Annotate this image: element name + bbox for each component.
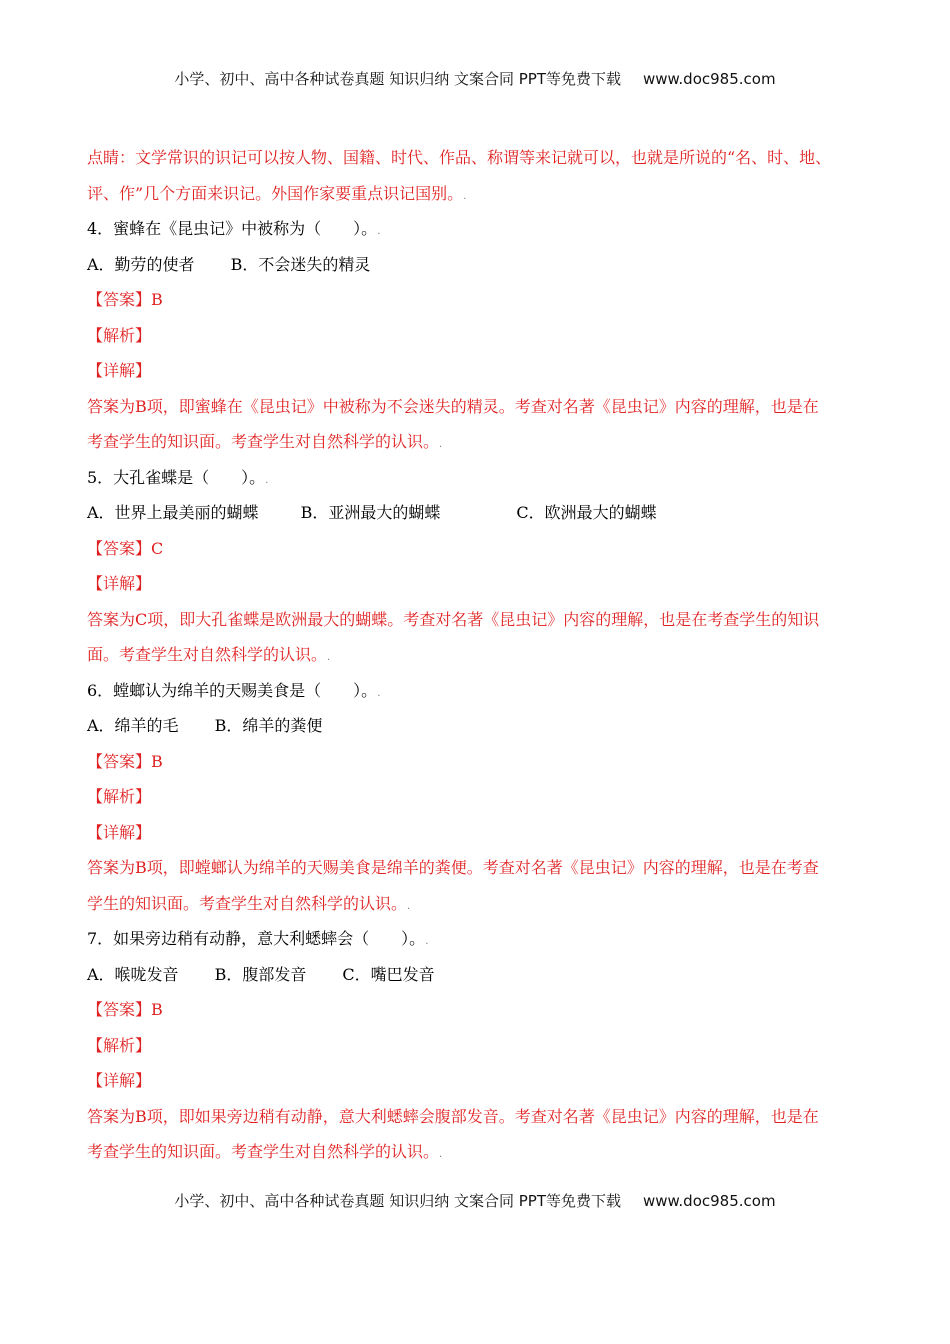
question-7-detail: 【详解】: [87, 1071, 152, 1090]
question-4-stem: 4．蜜蜂在《昆虫记》中被称为（ ）。.: [87, 219, 381, 238]
question-4-options: [87, 247, 877, 283]
option-a: A．绵羊的毛: [87, 716, 179, 735]
option-a: A．喉咙发音: [87, 964, 179, 984]
question-6-analysis: 【解析】: [87, 787, 152, 806]
question-6-options: [87, 708, 877, 744]
document-body: [87, 140, 877, 1170]
question-7-options: [87, 957, 877, 993]
option-b: B．亚洲最大的蝴蝶: [300, 503, 441, 522]
question-7-answer: 【答案】B: [87, 1000, 163, 1019]
question-7-explain-1: 答案为B项，即如果旁边稍有动静，意大利蟋蟀会腹部发音。考查对名著《昆虫记》内容的理解，也是在: [87, 1106, 819, 1126]
question-7-analysis: 【解析】: [87, 1035, 152, 1055]
option-b: B．不会迷失的精灵: [230, 254, 371, 274]
page-header: [0, 68, 950, 89]
option-c: C．欧洲最大的蝴蝶: [516, 503, 657, 522]
question-5-explain-2: 面。考查学生对自然科学的认识。.: [87, 645, 331, 664]
option-b: B．绵羊的粪便: [214, 716, 323, 735]
question-5-answer: 【答案】C: [87, 538, 164, 558]
option-c: C．嘴巴发音: [342, 964, 435, 984]
option-a: A．勤劳的使者: [87, 254, 195, 274]
question-6-stem: 6．螳螂认为绵羊的天赐美食是（ ）。.: [87, 680, 381, 700]
question-6-detail: 【详解】: [87, 822, 152, 842]
question-5-stem: 5．大孔雀蝶是（ ）。.: [87, 467, 269, 487]
tip-line-2: 评、作”几个方面来识记。外国作家要重点识记国别。.: [87, 183, 467, 203]
tip-line-1: 点睛：文学常识的识记可以按人物、国籍、时代、作品、称谓等来记就可以，也就是所说的“名、时、地、: [87, 148, 832, 167]
header-url[interactable]: www.doc985.com: [642, 70, 776, 88]
question-4-explain-1: 答案为B项，即蜜蜂在《昆虫记》中被称为不会迷失的精灵。考查对名著《昆虫记》内容的理解，也是在: [87, 396, 819, 416]
footer-url[interactable]: www.doc985.com: [642, 1192, 776, 1210]
header-text: 小学、初中、高中各种试卷真题 知识归纳 文案合同 PPT等免费下载: [174, 70, 621, 88]
question-6-answer: 【答案】B: [87, 751, 163, 771]
question-6-explain-2: 学生的知识面。考查学生对自然科学的认识。.: [87, 893, 411, 913]
question-4-detail: 【详解】: [87, 361, 152, 380]
question-5-explain-1: 答案为C项，即大孔雀蝶是欧洲最大的蝴蝶。考查对名著《昆虫记》内容的理解，也是在考查学生的知识: [87, 609, 820, 629]
question-6-explain-1: 答案为B项，即螳螂认为绵羊的天赐美食是绵羊的粪便。考查对名著《昆虫记》内容的理解，也是在考查: [87, 858, 819, 877]
footer-text: 小学、初中、高中各种试卷真题 知识归纳 文案合同 PPT等免费下载: [174, 1192, 621, 1210]
question-7-stem: 7．如果旁边稍有动静，意大利蟋蟀会（ ）。.: [87, 929, 429, 948]
question-5-options: [87, 495, 877, 531]
question-4-explain-2: 考查学生的知识面。考查学生对自然科学的认识。.: [87, 432, 443, 451]
question-7-explain-2: 考查学生的知识面。考查学生对自然科学的认识。.: [87, 1142, 443, 1161]
question-4-answer: 【答案】B: [87, 290, 163, 309]
option-a: A．世界上最美丽的蝴蝶: [87, 503, 259, 522]
question-4-analysis: 【解析】: [87, 325, 152, 345]
page-footer: [0, 1190, 950, 1211]
question-5-detail: 【详解】: [87, 574, 152, 593]
option-b: B．腹部发音: [214, 964, 307, 984]
